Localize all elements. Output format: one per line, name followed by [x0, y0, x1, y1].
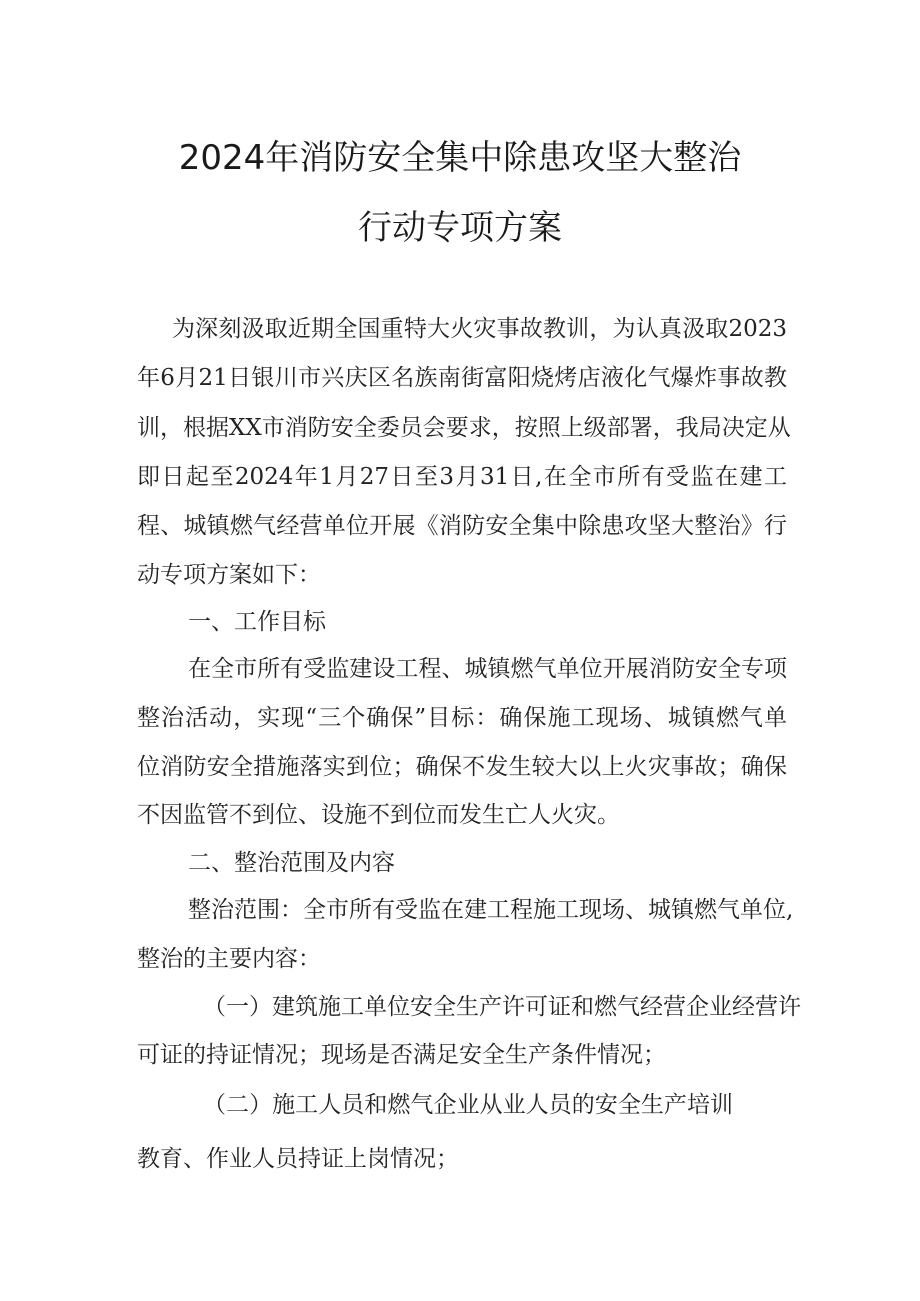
- intro-line: 即日起至2024年1月27日至3月31日,在全市所有受监在建工: [137, 464, 787, 490]
- intro-line: 训，根据XX市消防安全委员会要求，按照上级部署，我局决定从: [137, 415, 791, 441]
- section1-line: 位消防安全措施落实到位；确保不发生较大以上火灾事故；确保: [137, 754, 787, 780]
- section1-line: 不因监管不到位、设施不到位而发生亡人火灾。: [137, 802, 620, 828]
- item-line: 教育、作业人员持证上岗情况；: [137, 1146, 459, 1172]
- section1-line: 在全市所有受监建设工程、城镇燃气单位开展消防安全专项: [188, 656, 787, 682]
- intro-line: 为深刻汲取近期全国重特大火灾事故教训，为认真汲取2023: [172, 316, 787, 342]
- document-title-line-2: 行动专项方案: [358, 208, 562, 248]
- section1-line: 整治活动，实现“三个确保”目标：确保施工现场、城镇燃气单: [137, 705, 787, 731]
- document-title-line-1: 2024年消防安全集中除患攻坚大整治: [178, 138, 742, 178]
- item-line: （一）建筑施工单位安全生产许可证和燃气经营企业经营许: [203, 994, 801, 1020]
- item-line: （二）施工人员和燃气企业从业人员的安全生产培训: [203, 1092, 733, 1118]
- section-heading: 一、工作目标: [188, 609, 326, 635]
- section2-scope-line: 整治范围：全市所有受监在建工程施工现场、城镇燃气单位,: [188, 897, 794, 923]
- intro-line: 程、城镇燃气经营单位开展《消防安全集中除患攻坚大整治》行: [137, 513, 787, 539]
- section2-scope-line: 整治的主要内容：: [137, 946, 321, 972]
- section-heading: 二、整治范围及内容: [188, 850, 395, 876]
- intro-line: 年6月21日银川市兴庆区名族南街富阳烧烤店液化气爆炸事故教: [137, 365, 787, 391]
- item-line: 可证的持证情况；现场是否满足安全生产条件情况；: [137, 1042, 666, 1068]
- intro-line: 动专项方案如下：: [137, 562, 321, 588]
